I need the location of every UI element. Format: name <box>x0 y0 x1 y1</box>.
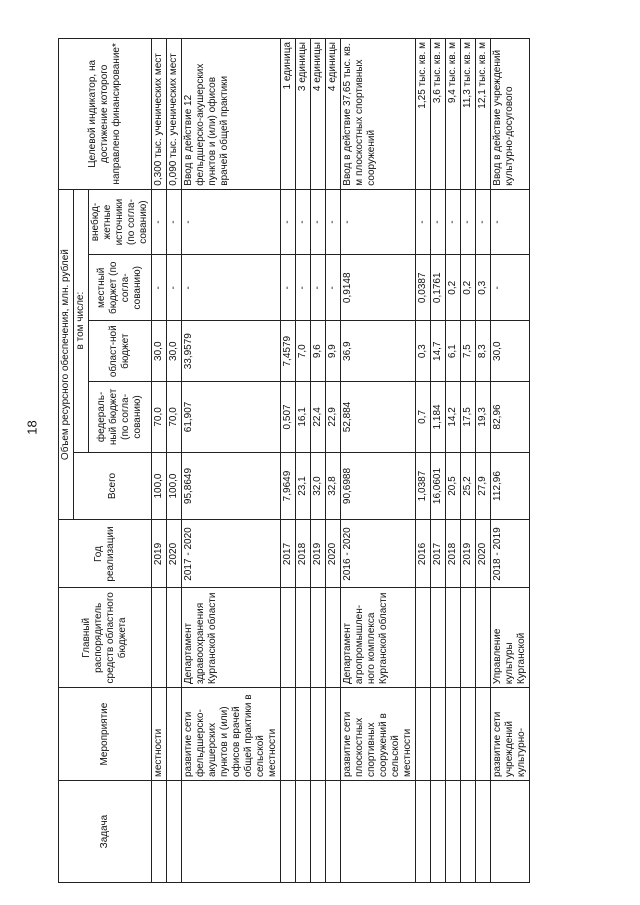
target-cell: 1 единица <box>281 39 296 190</box>
rotated-page <box>58 38 618 883</box>
extrabudget-cell: - <box>182 189 281 255</box>
local-cell: 0,3 <box>476 255 491 321</box>
local-cell: - <box>167 255 182 321</box>
header-including: в том числе: <box>74 189 89 452</box>
manager-cell: Департамент здравоохранения Курганской области <box>182 588 281 688</box>
regional-cell: 7,4579 <box>281 321 296 382</box>
regional-cell: 14,7 <box>431 321 446 382</box>
federal-cell: 14,2 <box>446 382 461 452</box>
header-federal: федераль-ный бюджет (по согла-сованию) <box>89 382 152 452</box>
manager-cell <box>446 588 461 688</box>
table-body <box>152 39 530 883</box>
target-cell: 9,4 тыс. кв. м <box>446 39 461 190</box>
total-cell: 95,8649 <box>182 452 281 520</box>
activity-cell: развитие сети фельдшерско-акушерских пунктов и (или) офисов врачей общей практики в сельской местности <box>182 688 281 781</box>
task-cell <box>311 781 326 883</box>
activity-cell <box>431 688 446 781</box>
total-cell: 32,0 <box>311 452 326 520</box>
manager-cell <box>461 588 476 688</box>
federal-cell: 17,5 <box>461 382 476 452</box>
year-cell: 2016 <box>416 520 431 588</box>
year-cell: 2019 <box>152 520 167 588</box>
regional-cell: 9,9 <box>326 321 341 382</box>
local-cell: 0,0387 <box>416 255 431 321</box>
extrabudget-cell: - <box>431 189 446 255</box>
regional-cell: 30,0 <box>491 321 530 382</box>
task-cell <box>476 781 491 883</box>
local-cell: - <box>182 255 281 321</box>
table-row <box>281 39 296 883</box>
table-row <box>326 39 341 883</box>
year-cell: 2020 <box>476 520 491 588</box>
header-target: Целевой индикатор, на достижение которого направлено финансирование* <box>59 39 152 190</box>
resource-table <box>58 38 530 883</box>
manager-cell <box>311 588 326 688</box>
local-cell: - <box>326 255 341 321</box>
activity-cell: местности <box>152 688 167 781</box>
total-cell: 16,0601 <box>431 452 446 520</box>
total-cell: 100,0 <box>167 452 182 520</box>
regional-cell: 30,0 <box>152 321 167 382</box>
task-cell <box>341 781 416 883</box>
year-cell: 2018 <box>446 520 461 588</box>
local-cell: 0,9148 <box>341 255 416 321</box>
activity-cell <box>326 688 341 781</box>
extrabudget-cell: - <box>281 189 296 255</box>
task-cell <box>326 781 341 883</box>
task-cell <box>281 781 296 883</box>
extrabudget-cell: - <box>296 189 311 255</box>
federal-cell: 61,907 <box>182 382 281 452</box>
regional-cell: 7,5 <box>461 321 476 382</box>
year-cell: 2018 - 2019 <box>491 520 530 588</box>
target-cell: 3 единицы <box>296 39 311 190</box>
federal-cell: 82,96 <box>491 382 530 452</box>
total-cell: 100,0 <box>152 452 167 520</box>
manager-cell <box>416 588 431 688</box>
table-row <box>446 39 461 883</box>
local-cell: 0,2 <box>446 255 461 321</box>
federal-cell: 70,0 <box>152 382 167 452</box>
federal-cell: 1,184 <box>431 382 446 452</box>
target-cell: 0,300 тыс. ученических мест <box>152 39 167 190</box>
extrabudget-cell: - <box>152 189 167 255</box>
regional-cell: 9,6 <box>311 321 326 382</box>
task-cell <box>296 781 311 883</box>
table-row <box>167 39 182 883</box>
total-cell: 32,8 <box>326 452 341 520</box>
extrabudget-cell: - <box>476 189 491 255</box>
regional-cell: 7,0 <box>296 321 311 382</box>
year-cell: 2019 <box>311 520 326 588</box>
task-cell <box>446 781 461 883</box>
year-cell: 2020 <box>326 520 341 588</box>
regional-cell: 30,0 <box>167 321 182 382</box>
activity-cell <box>416 688 431 781</box>
target-cell: Ввод в действие 37,65 тыс. кв. м плоскостных спортивных сооружений <box>341 39 416 190</box>
local-cell: - <box>152 255 167 321</box>
total-cell: 7,9649 <box>281 452 296 520</box>
year-cell: 2020 <box>167 520 182 588</box>
header-extrabudget: внебюд-жетные источники (по согла-сованию) <box>89 189 152 255</box>
table-row <box>491 39 530 883</box>
table-row <box>476 39 491 883</box>
federal-cell: 0,507 <box>281 382 296 452</box>
year-cell: 2018 <box>296 520 311 588</box>
total-cell: 90,6988 <box>341 452 416 520</box>
total-cell: 1,0387 <box>416 452 431 520</box>
header-task: Задача <box>59 781 152 883</box>
table-row <box>311 39 326 883</box>
local-cell: - <box>281 255 296 321</box>
local-cell: - <box>491 255 530 321</box>
manager-cell <box>152 588 167 688</box>
year-cell: 2017 - 2020 <box>182 520 281 588</box>
target-cell: 1,25 тыс. кв. м <box>416 39 431 190</box>
local-cell: - <box>296 255 311 321</box>
target-cell: Ввод в действие учреждений культурно-досугового <box>491 39 530 190</box>
manager-cell <box>281 588 296 688</box>
header-year: Год реализации <box>59 520 152 588</box>
total-cell: 27,9 <box>476 452 491 520</box>
header-activity: Мероприятие <box>59 688 152 781</box>
total-cell: 25,2 <box>461 452 476 520</box>
extrabudget-cell: - <box>341 189 416 255</box>
table-row <box>152 39 167 883</box>
total-cell: 20,5 <box>446 452 461 520</box>
federal-cell: 22,4 <box>311 382 326 452</box>
manager-cell: Управление культуры Курганской <box>491 588 530 688</box>
extrabudget-cell: - <box>491 189 530 255</box>
manager-cell <box>476 588 491 688</box>
table-row <box>296 39 311 883</box>
table-row <box>341 39 416 883</box>
year-cell: 2016 - 2020 <box>341 520 416 588</box>
page-number: 18 <box>24 420 40 435</box>
table-row <box>182 39 281 883</box>
activity-cell <box>461 688 476 781</box>
total-cell: 23,1 <box>296 452 311 520</box>
local-cell: - <box>311 255 326 321</box>
target-cell: 4 единицы <box>326 39 341 190</box>
regional-cell: 0,3 <box>416 321 431 382</box>
task-cell <box>167 781 182 883</box>
manager-cell <box>167 588 182 688</box>
federal-cell: 52,884 <box>341 382 416 452</box>
target-cell: 3,6 тыс. кв. м <box>431 39 446 190</box>
extrabudget-cell: - <box>167 189 182 255</box>
regional-cell: 36,9 <box>341 321 416 382</box>
activity-cell: развитие сети плоскостных спортивных сооружений в сельской местности <box>341 688 416 781</box>
target-cell: 12,1 тыс. кв. м <box>476 39 491 190</box>
local-cell: 0,1761 <box>431 255 446 321</box>
extrabudget-cell: - <box>311 189 326 255</box>
task-cell <box>461 781 476 883</box>
target-cell: 0,090 тыс. ученических мест <box>167 39 182 190</box>
activity-cell <box>296 688 311 781</box>
table-row <box>461 39 476 883</box>
manager-cell: Департамент агропромышлен-ного комплекса Курганской области <box>341 588 416 688</box>
task-cell <box>416 781 431 883</box>
extrabudget-cell: - <box>416 189 431 255</box>
year-cell: 2017 <box>431 520 446 588</box>
target-cell: 11,3 тыс. кв. м <box>461 39 476 190</box>
federal-cell: 0,7 <box>416 382 431 452</box>
table-row <box>416 39 431 883</box>
target-cell: Ввод в действие 12 фельдшерско-акушерских пунктов и (или) офисов врачей общей практики <box>182 39 281 190</box>
activity-cell: развитие сети учреждений культурно- <box>491 688 530 781</box>
task-cell <box>152 781 167 883</box>
manager-cell <box>431 588 446 688</box>
regional-cell: 33,9579 <box>182 321 281 382</box>
federal-cell: 19,3 <box>476 382 491 452</box>
activity-cell <box>476 688 491 781</box>
header-local: местный бюджет (по согла-сованию) <box>89 255 152 321</box>
header-manager: Главный распорядитель средств областного бюджета <box>59 588 152 688</box>
year-cell: 2017 <box>281 520 296 588</box>
manager-cell <box>296 588 311 688</box>
header-regional: област-ной бюджет <box>89 321 152 382</box>
extrabudget-cell: - <box>326 189 341 255</box>
header-volume: Объем ресурсного обеспечения, млн. рублей <box>59 189 74 520</box>
target-cell: 4 единицы <box>311 39 326 190</box>
table-row <box>431 39 446 883</box>
task-cell <box>491 781 530 883</box>
header-total: Всего <box>74 452 152 520</box>
federal-cell: 16,1 <box>296 382 311 452</box>
activity-cell <box>311 688 326 781</box>
regional-cell: 6,1 <box>446 321 461 382</box>
activity-cell <box>167 688 182 781</box>
regional-cell: 8,3 <box>476 321 491 382</box>
extrabudget-cell: - <box>461 189 476 255</box>
activity-cell <box>446 688 461 781</box>
federal-cell: 22,9 <box>326 382 341 452</box>
extrabudget-cell: - <box>446 189 461 255</box>
manager-cell <box>326 588 341 688</box>
activity-cell <box>281 688 296 781</box>
task-cell <box>182 781 281 883</box>
year-cell: 2019 <box>461 520 476 588</box>
task-cell <box>431 781 446 883</box>
federal-cell: 70,0 <box>167 382 182 452</box>
total-cell: 112,96 <box>491 452 530 520</box>
local-cell: 0,2 <box>461 255 476 321</box>
